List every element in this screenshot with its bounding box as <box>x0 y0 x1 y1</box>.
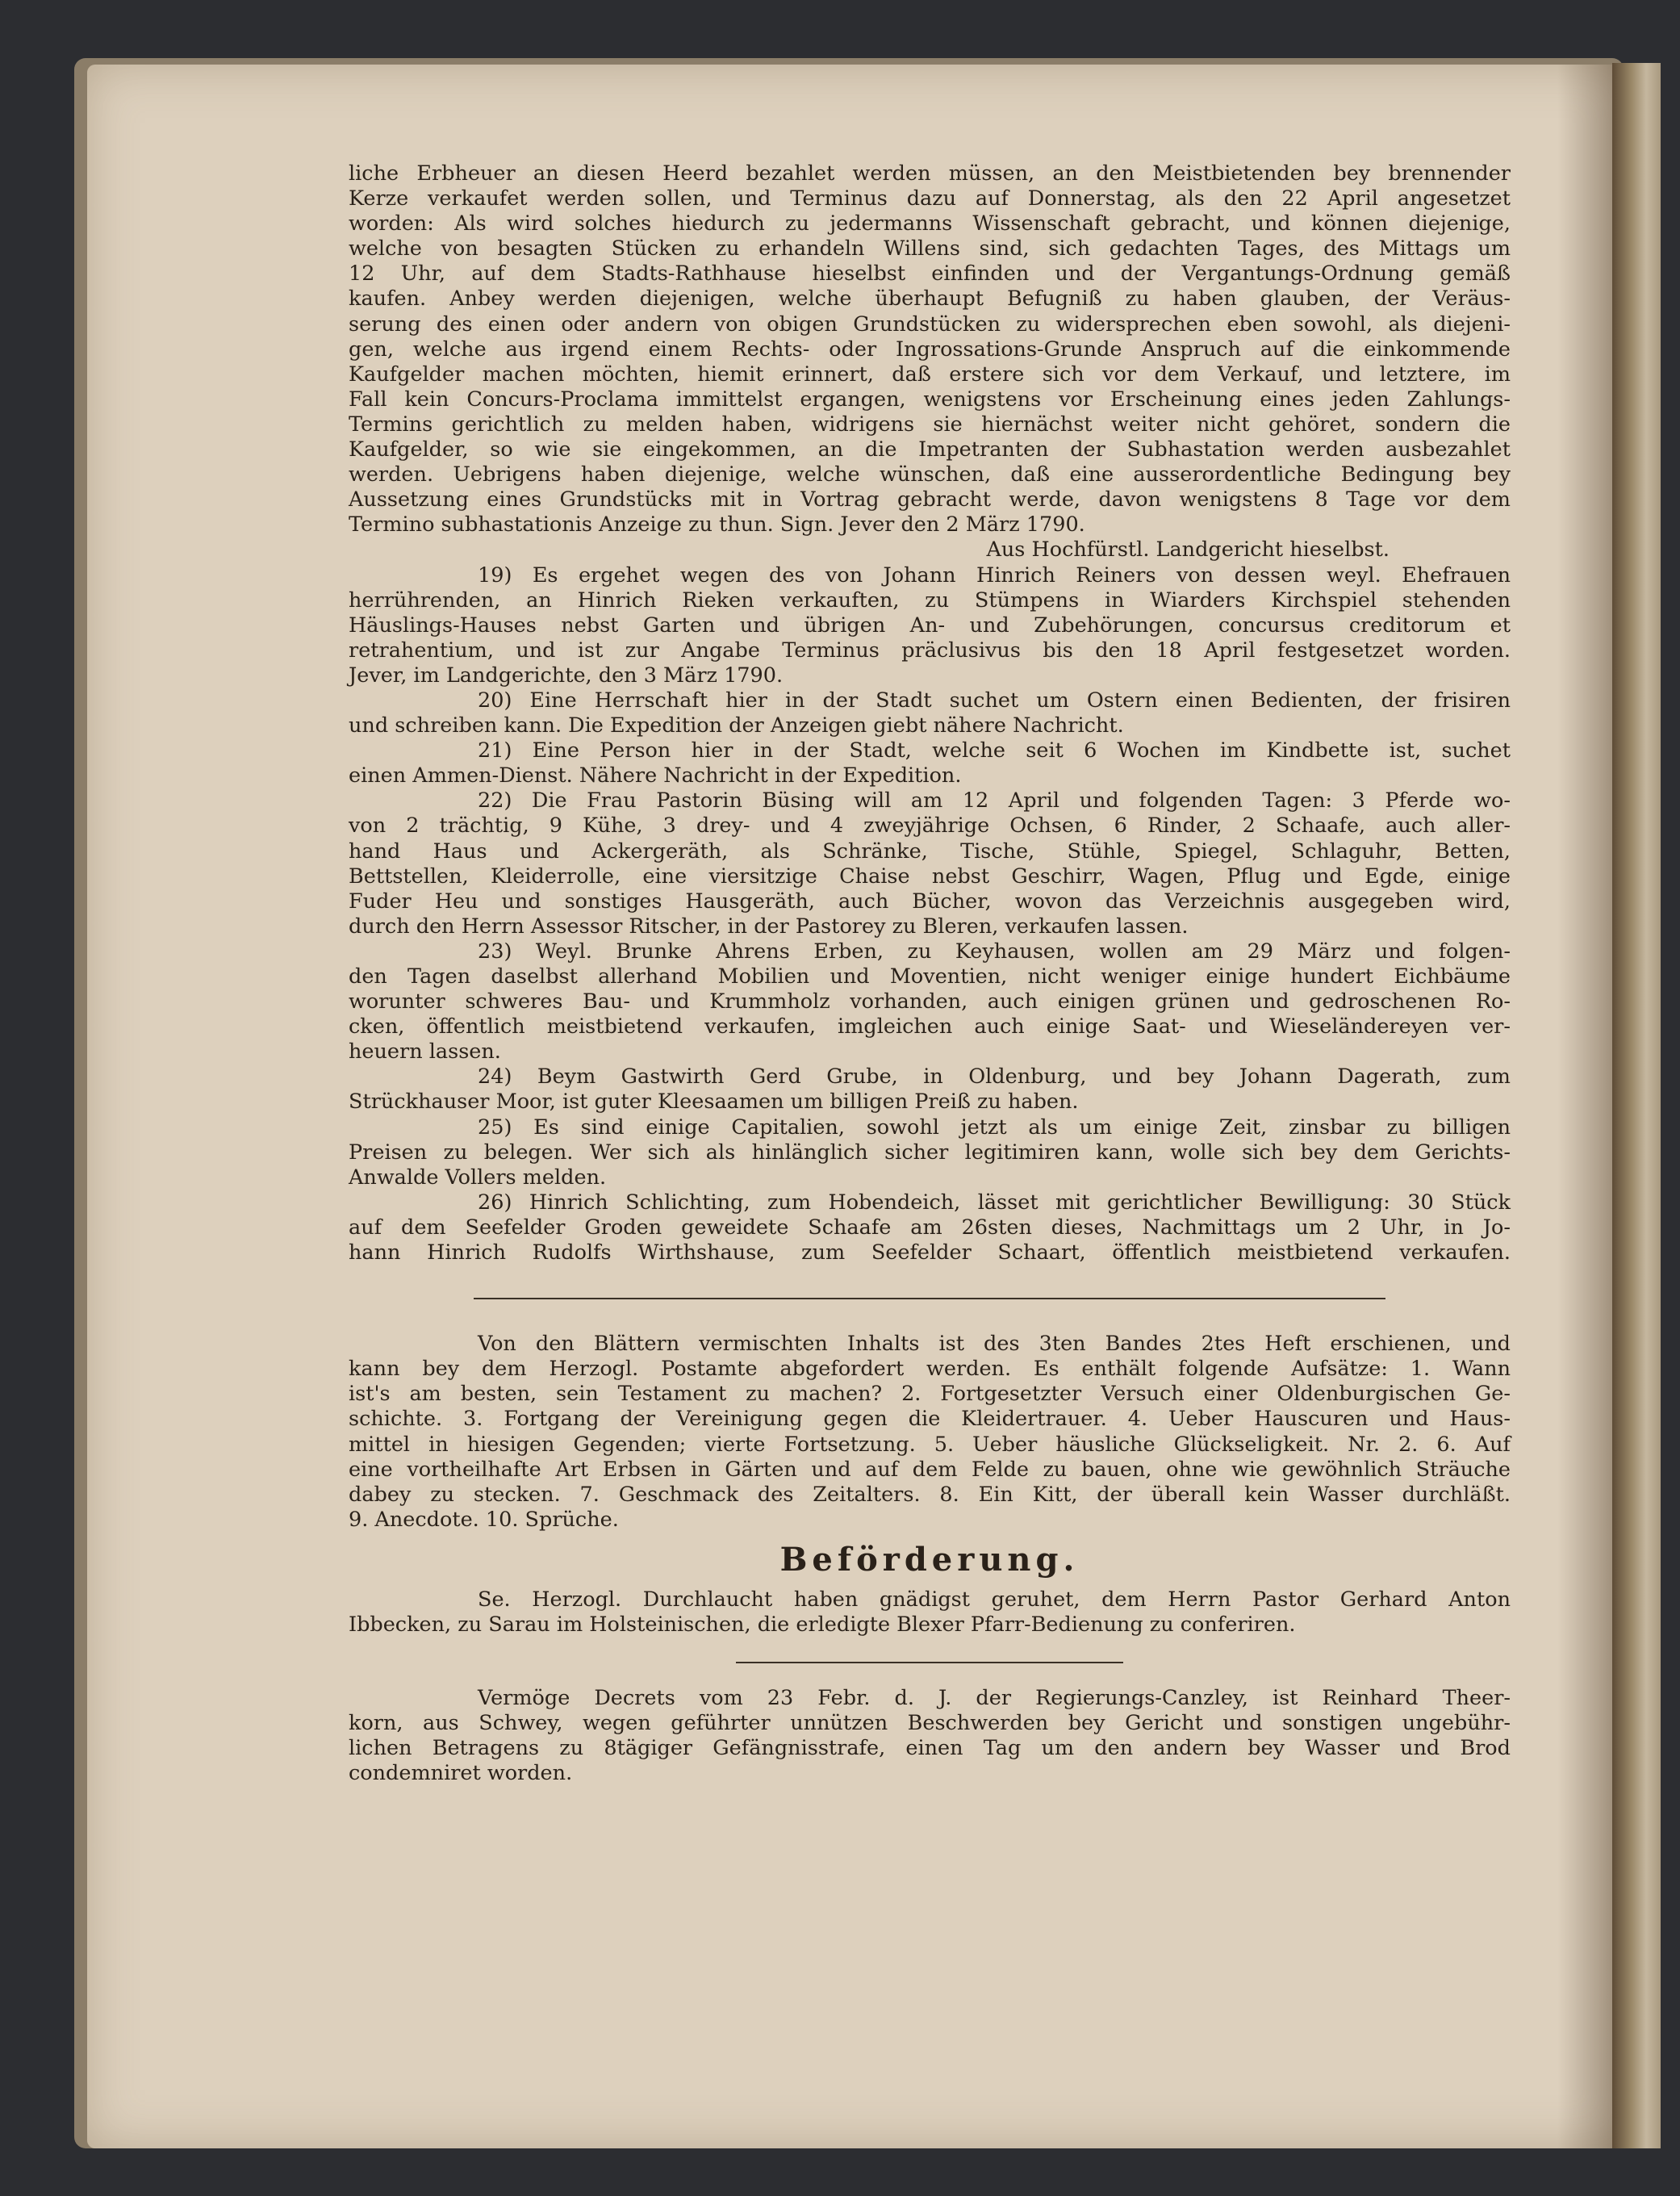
text-line: hand Haus und Ackergeräth, als Schränke, Tische, Stühle, Spiegel, Schlaguhr, Betten, <box>349 839 1511 864</box>
text-line: cken, öffentlich meistbietend verkaufen, imgleichen auch einige Saat- und Wieseländereyen ver- <box>349 1014 1511 1039</box>
blaetter-notice <box>349 1332 1511 1533</box>
text-line: 26) Hinrich Schlichting, zum Hobendeich, lässet mit gerichtlicher Bewilligung: 30 Stück <box>478 1190 1511 1215</box>
text-line: und schreiben kann. Die Expedition der Anzeigen giebt nähere Nachricht. <box>349 713 1124 738</box>
text-line: gen, welche aus irgend einem Rechts- oder Ingrossations-Grunde Anspruch auf die einkommende <box>349 337 1511 362</box>
text-line: Bettstellen, Kleiderrolle, eine viersitzige Chaise nebst Geschirr, Wagen, Pflug und Egde, einige <box>349 864 1511 889</box>
text-line: schichte. 3. Fortgang der Vereinigung gegen die Kleidertrauer. 4. Ueber Hauscuren und Haus- <box>349 1407 1511 1432</box>
text-line: Kaufgelder, so wie sie eingekommen, an die Impetranten der Subhastation werden ausbezahlet <box>349 437 1511 462</box>
text-line: Termino subhastationis Anzeige zu thun. Sign. Jever den 2 März 1790. <box>349 512 1085 537</box>
text-line: eine vortheilhafte Art Erbsen in Gärten und auf dem Felde zu bauen, ohne wie gewöhnlich Sträuche <box>349 1457 1511 1482</box>
text-line: von 2 trächtig, 9 Kühe, 3 drey- und 4 zweyjährige Ochsen, 6 Rinder, 2 Schaafe, auch aller- <box>349 814 1511 839</box>
notice-20 <box>349 688 1511 738</box>
befoerderung-notice <box>349 1587 1511 1638</box>
notice-24 <box>349 1065 1511 1115</box>
text-line: Termins gerichtlich zu melden haben, widrigens sie hiernächst weiter nicht gehöret, sondern die <box>349 412 1511 437</box>
text-line: herrührenden, an Hinrich Rieken verkauften, zu Stümpens in Wiarders Kirchspiel stehenden <box>349 588 1511 613</box>
text-line: 20) Eine Herrschaft hier in der Stadt suchet um Ostern einen Bedienten, der frisiren <box>478 688 1511 713</box>
text-line: werden. Uebrigens haben diejenige, welche wünschen, daß eine ausserordentliche Bedingung bey <box>349 462 1511 487</box>
text-line: heuern lassen. <box>349 1039 501 1065</box>
notice-21 <box>349 738 1511 788</box>
section-divider <box>474 1298 1385 1299</box>
text-line: Ibbecken, zu Sarau im Holsteinischen, die erledigte Blexer Pfarr-Bedienung zu conferiren. <box>349 1612 1296 1637</box>
text-line: condemniret worden. <box>349 1761 573 1786</box>
text-line: einen Ammen-Dienst. Nähere Nachricht in der Expedition. <box>349 763 962 788</box>
text-line: serung des einen oder andern von obigen Grundstücken zu widersprechen eben sowohl, als diejeni- <box>349 312 1511 337</box>
text-line: worunter schweres Bau- und Krummholz vorhanden, auch einigen grünen und gedroschenen Ro- <box>349 989 1511 1014</box>
text-line: Von den Blättern vermischten Inhalts ist des 3ten Bandes 2tes Heft erschienen, und <box>478 1332 1511 1357</box>
text-line: 25) Es sind einige Capitalien, sowohl jetzt als um einige Zeit, zinsbar zu billigen <box>478 1115 1511 1140</box>
text-line: Häuslings-Hauses nebst Garten und übrigen An- und Zubehörungen, concursus creditorum et <box>349 613 1511 638</box>
text-line: Anwalde Vollers melden. <box>349 1165 607 1190</box>
text-line: Fuder Heu und sonstiges Hausgeräth, auch Bücher, wovon das Verzeichnis ausgegeben wird, <box>349 889 1511 914</box>
text-line: durch den Herrn Assessor Ritscher, in der Pastorey zu Bleren, verkaufen lassen. <box>349 914 1189 939</box>
continued-auction-notice <box>349 161 1511 563</box>
section-divider <box>736 1662 1123 1663</box>
text-line: 21) Eine Person hier in der Stadt, welche seit 6 Wochen im Kindbette ist, suchet <box>478 738 1511 763</box>
text-line: hann Hinrich Rudolfs Wirthshause, zum Seefelder Schaart, öffentlich meistbietend verkaufen. <box>349 1240 1511 1265</box>
signature-line: Aus Hochfürstl. Landgericht hieselbst. <box>986 537 1390 563</box>
notice-22 <box>349 788 1511 939</box>
text-line: 24) Beym Gastwirth Gerd Grube, in Oldenburg, und bey Johann Dagerath, zum <box>478 1065 1511 1090</box>
text-line: retrahentium, und ist zur Angabe Terminus präclusivus bis den 18 April festgesetzet worden. <box>349 638 1511 663</box>
text-line: Se. Herzogl. Durchlaucht haben gnädigst geruhet, dem Herrn Pastor Gerhard Anton <box>478 1587 1511 1612</box>
notice-26 <box>349 1190 1511 1265</box>
notice-23 <box>349 939 1511 1065</box>
text-line: liche Erbheuer an diesen Heerd bezahlet werden müssen, an den Meistbietenden bey brennender <box>349 161 1511 186</box>
text-line: welche von besagten Stücken zu erhandeln Willens sind, sich gedachten Tages, des Mittags um <box>349 236 1511 261</box>
text-line: 19) Es ergehet wegen des von Johann Hinrich Reiners von dessen weyl. Ehefrauen <box>478 563 1511 588</box>
text-line: Vermöge Decrets vom 23 Febr. d. J. der Regierungs-Canzley, ist Reinhard Theer- <box>478 1686 1511 1711</box>
notice-25 <box>349 1115 1511 1190</box>
text-line: 22) Die Frau Pastorin Büsing will am 12 April und folgenden Tagen: 3 Pferde wo- <box>478 788 1511 814</box>
text-line: 12 Uhr, auf dem Stadts-Rathhause hieselbst einfinden und der Vergantungs-Ordnung gemäß <box>349 261 1511 287</box>
text-line: dabey zu stecken. 7. Geschmack des Zeitalters. 8. Ein Kitt, der überall kein Wasser durchläßt. <box>349 1482 1511 1507</box>
section-heading: Beförderung. <box>779 1540 1080 1579</box>
text-line: ist's am besten, sein Testament zu machen? 2. Fortgesetzter Versuch einer Oldenburgischen Ge- <box>349 1382 1511 1407</box>
text-line: mittel in hiesigen Gegenden; vierte Fortsetzung. 5. Ueber häusliche Glückseligkeit. Nr. 2. 6. Auf <box>349 1432 1511 1457</box>
text-line: Aussetzung eines Grundstücks mit in Vortrag gebracht werde, davon wenigstens 8 Tage vor dem <box>349 487 1511 512</box>
text-line: lichen Betragens zu 8tägiger Gefängnisstrafe, einen Tag um den andern bey Wasser und Brod <box>349 1736 1511 1761</box>
text-line: korn, aus Schwey, wegen geführter unnützen Beschwerden bey Gericht und sonstigen ungebühr- <box>349 1711 1511 1736</box>
notice-19 <box>349 563 1511 688</box>
page-text <box>349 161 1511 1786</box>
text-line: den Tagen daselbst allerhand Mobilien und Moventien, nicht weniger einige hundert Eichbäume <box>349 964 1511 989</box>
text-line: Preisen zu belegen. Wer sich als hinlänglich sicher legitimiren kann, wolle sich bey dem Gerichts- <box>349 1140 1511 1165</box>
facing-page-edge <box>1612 63 1661 2148</box>
text-line: Fall kein Concurs-Proclama immittelst ergangen, wenigstens vor Erscheinung eines jeden Zahlungs- <box>349 387 1511 412</box>
decret-notice <box>349 1686 1511 1786</box>
text-line: 23) Weyl. Brunke Ahrens Erben, zu Keyhausen, wollen am 29 März und folgen- <box>478 939 1511 964</box>
text-line: Kerze verkaufet werden sollen, und Terminus dazu auf Donnerstag, als den 22 April angesetzet <box>349 186 1511 211</box>
text-line: worden: Als wird solches hiedurch zu jedermanns Wissenschaft gebracht, und können diejenige, <box>349 211 1511 236</box>
text-line: kann bey dem Herzogl. Postamte abgefordert werden. Es enthält folgende Aufsätze: 1. Wann <box>349 1357 1511 1382</box>
text-line: Kaufgelder machen möchten, hiemit erinnert, daß erstere sich vor dem Verkauf, und letztere, im <box>349 362 1511 387</box>
text-line: 9. Anecdote. 10. Sprüche. <box>349 1507 619 1532</box>
text-line: Jever, im Landgerichte, den 3 März 1790. <box>349 663 784 688</box>
text-line: Strückhauser Moor, ist guter Kleesaamen um billigen Preiß zu haben. <box>349 1090 1079 1115</box>
text-line: auf dem Seefelder Groden geweidete Schaafe am 26sten dieses, Nachmittags um 2 Uhr, in Jo- <box>349 1215 1511 1240</box>
text-line: kaufen. Anbey werden diejenigen, welche überhaupt Befugniß zu haben glauben, der Veräus- <box>349 287 1511 312</box>
